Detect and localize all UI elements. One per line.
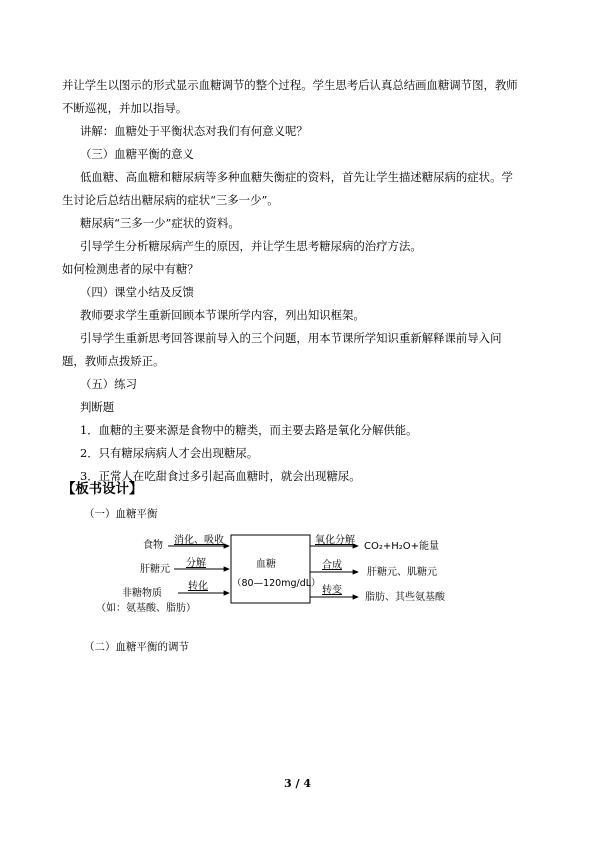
paragraph-line: 判断题	[80, 400, 115, 414]
paragraph-line: 不断巡视，并加以指导。	[62, 101, 188, 115]
paragraph-line: 题，教师点拨矫正。	[62, 354, 165, 368]
page-number: 3 / 4	[284, 777, 311, 790]
paragraph-line: 引导学生重新思考回答课前导入的三个问题，用本节课所学知识重新解释课前导入问	[80, 331, 502, 345]
paragraph-line: 讲解：血糖处于平衡状态对我们有何意义呢？	[80, 124, 308, 138]
output-oxidation: CO₂+H₂O+能量	[364, 541, 440, 552]
paragraph-line: 如何检测患者的尿中有糖？	[62, 262, 199, 276]
question-item: 2．只有糖尿病病人才会出现糖尿。	[80, 446, 259, 460]
paragraph-line: 低血糖、高血糖和糖尿病等多种血糖失衡症的资料，首先让学生描述糖尿病的症状。学	[80, 170, 513, 184]
output-conversion: 脂肪、其些氨基酸	[365, 592, 445, 603]
source-non-sugar-label: 转化	[188, 581, 208, 592]
board-subtitle: （一）血糖平衡	[84, 508, 158, 520]
source-non-sugar: 非糖物质	[122, 588, 162, 599]
section-title: （四）课堂小结及反馈	[80, 285, 194, 299]
output-synthesis: 肝糖元、肌糖元	[367, 567, 437, 578]
blood-sugar-title: 血糖	[256, 559, 276, 570]
board-design-heading: 【板书设计】	[62, 482, 143, 497]
paragraph-line: 教师要求学生重新回顾本节课所学内容，列出知识框架。	[80, 308, 365, 322]
paragraph-line: 引导学生分析糖尿病产生的原因，并让学生思考糖尿病的治疗方法。	[80, 239, 422, 253]
output-conversion-label: 转变	[322, 585, 342, 596]
board-subtitle: （二）血糖平衡的调节	[84, 641, 189, 653]
paragraph-line: 糖尿病“三多一少”症状的资料。	[80, 216, 240, 230]
source-liver-label: 分解	[186, 558, 206, 569]
question-item: 1．血糖的主要来源是食物中的糖类，而主要去路是氧化分解供能。	[80, 423, 418, 437]
blood-sugar-range: （80—120mg/dL）	[232, 578, 321, 589]
section-title: （五）练习	[80, 377, 137, 391]
source-food-label: 消化、吸收	[174, 535, 224, 546]
paragraph-line: 并让学生以图示的形式显示血糖调节的整个过程。学生思考后认真总结画血糖调节图，教师	[62, 78, 518, 92]
question-item: 3．正常人在吃甜食过多引起高血糖时，就会出现糖尿。	[80, 469, 361, 483]
source-food: 食物	[143, 540, 163, 551]
output-oxidation-label: 氧化分解	[315, 535, 355, 546]
paragraph-line: 生讨论后总结出糖尿病的症状“三多一少”。	[62, 193, 279, 207]
section-title: （三）血糖平衡的意义	[80, 147, 194, 161]
source-liver-glycogen: 肝糖元	[140, 564, 170, 575]
source-non-sugar-note: （如：氨基酸、脂肪）	[96, 603, 196, 614]
output-synthesis-label: 合成	[322, 560, 342, 571]
